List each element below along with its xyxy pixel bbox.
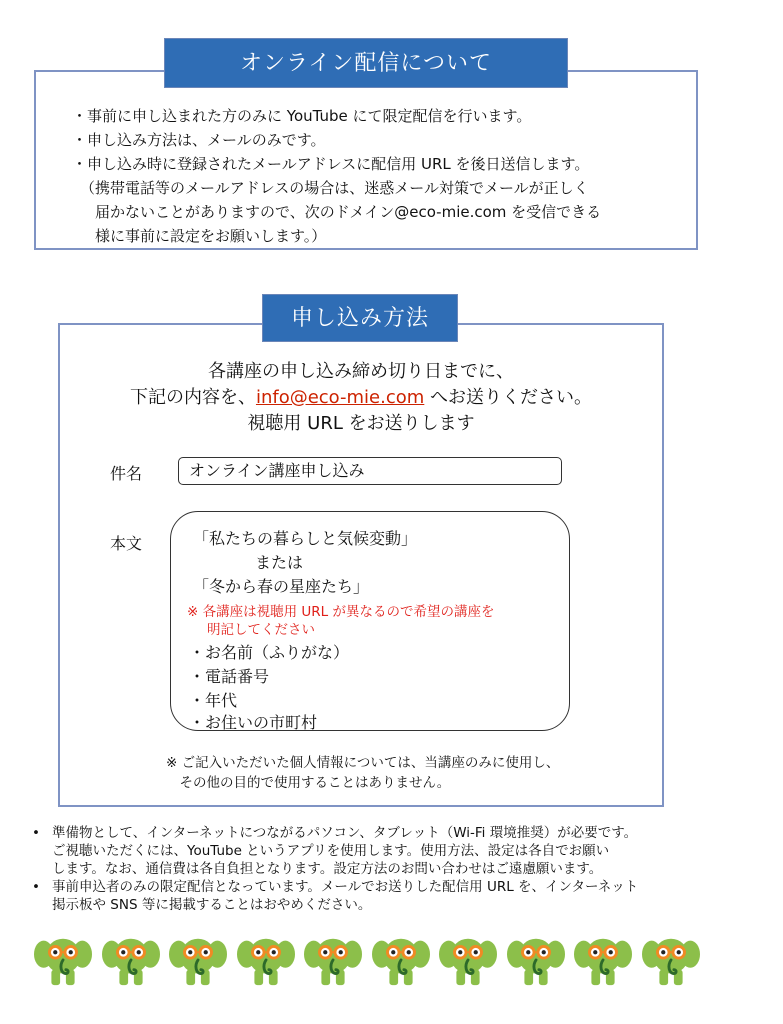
required-item: ・お住いの市町村 — [189, 713, 318, 732]
email-link[interactable]: info@eco-mie.com — [255, 387, 425, 408]
intro-line: 各講座の申し込み締め切り日までに、 — [208, 361, 514, 382]
course-warning-line2: 明記してください — [207, 622, 315, 638]
elephant-mascot-icon — [169, 930, 227, 990]
footer-note — [28, 824, 748, 878]
body-label: 本文 — [110, 534, 143, 553]
note-line: 様に事前に設定をお願いします。） — [80, 227, 327, 245]
elephant-mascot-icon — [439, 930, 497, 990]
intro-prefix: 下記の内容を、 — [129, 387, 256, 408]
privacy-note — [166, 753, 559, 793]
bullet-item: ・事前に申し込まれた方のみに YouTube にて限定配信を行います。 — [72, 107, 532, 125]
course-option-1: 「私たちの暮らしと気候変動」 — [193, 529, 418, 548]
streaming-bullet-list — [72, 104, 589, 176]
footer-line: • 準備物として、インターネットにつながるパソコン、タブレット（Wi-Fi 環境推奨）が必要です。 — [52, 825, 638, 841]
bullet-item: ・申し込み方法は、メールのみです。 — [72, 131, 326, 149]
bullet-item: ・申し込み時に登録されたメールアドレスに配信用 URL を後日送信します。 — [72, 155, 590, 173]
privacy-line: ※ ご記入いただいた個人情報については、当講座のみに使用し、 — [166, 755, 560, 771]
elephant-mascot-icon — [304, 930, 362, 990]
mobile-mail-note — [80, 176, 601, 248]
intro-line: 視聴用 URL をお送りします — [247, 413, 475, 434]
required-item: ・お名前（ふりがな） — [189, 643, 350, 662]
application-intro — [60, 359, 662, 437]
footer-line: 掲示板や SNS 等に掲載することはおやめください。 — [52, 897, 372, 913]
footer-line: • 事前申込者のみの限定配信となっています。メールでお送りした配信用 URL を、インターネット — [52, 879, 639, 895]
intro-suffix: へお送りください。 — [424, 387, 593, 408]
note-line: （携帯電話等のメールアドレスの場合は、迷惑メール対策でメールが正しく — [80, 179, 589, 197]
footer-notes — [28, 824, 748, 914]
elephant-mascot-icon — [507, 930, 565, 990]
elephant-mascot-icon — [34, 930, 92, 990]
elephant-mascot-icon — [102, 930, 160, 990]
subject-label: 件名 — [110, 464, 143, 483]
required-item: ・電話番号 — [189, 667, 270, 686]
note-line: 届かないことがありますので、次のドメイン@eco-mie.com を受信できる — [80, 203, 602, 221]
footer-line: します。なお、通信費は各自負担となります。設定方法のお問い合わせはご遠慮願います。 — [52, 861, 603, 877]
intro-line — [60, 385, 662, 411]
application-method-box — [58, 323, 664, 807]
subject-field: オンライン講座申し込み — [178, 457, 562, 485]
elephant-mascot-icon — [642, 930, 700, 990]
footer-line: ご視聴いただくには、YouTube というアプリを使用します。使用方法、設定は各自でお願い — [52, 843, 610, 859]
online-streaming-info-box — [34, 70, 698, 250]
privacy-line: その他の目的で使用することはありません。 — [166, 775, 451, 791]
or-text: または — [255, 553, 304, 572]
section-title-streaming: オンライン配信について — [164, 38, 568, 88]
elephant-mascot-icon — [574, 930, 632, 990]
email-body-template — [170, 511, 570, 731]
section-title-application: 申し込み方法 — [262, 294, 458, 342]
course-warning-line1: ※ 各講座は視聴用 URL が異なるので希望の講座を — [187, 604, 495, 620]
elephant-mascot-icon — [372, 930, 430, 990]
course-option-2: 「冬から春の星座たち」 — [193, 577, 370, 596]
required-item: ・年代 — [189, 691, 238, 710]
mascot-row — [34, 930, 754, 992]
footer-note — [28, 878, 748, 914]
elephant-mascot-icon — [237, 930, 295, 990]
